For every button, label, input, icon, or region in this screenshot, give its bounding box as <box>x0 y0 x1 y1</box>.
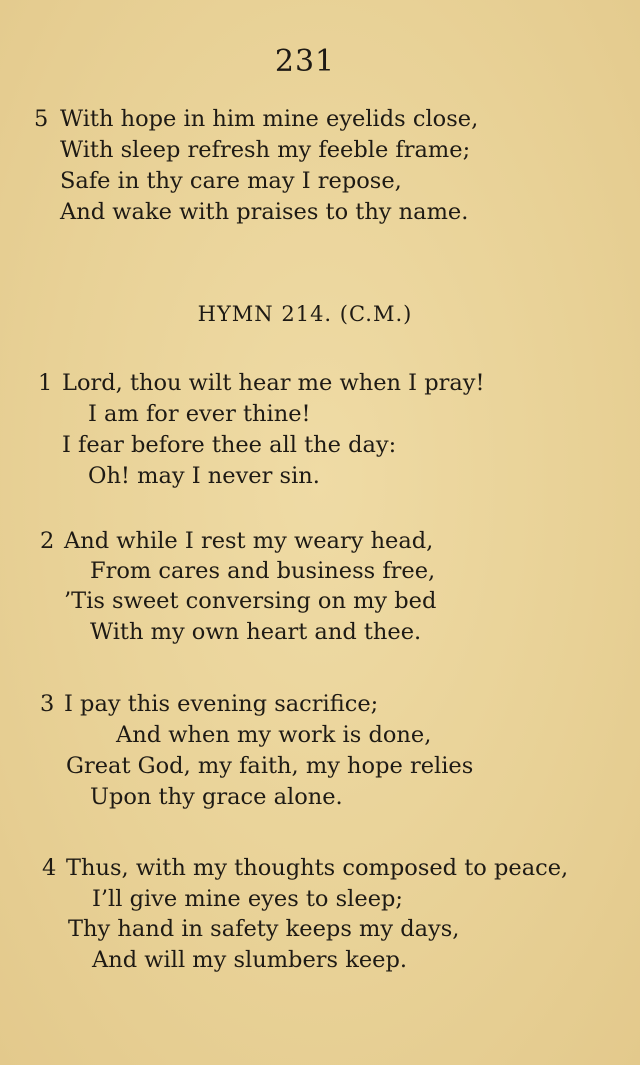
stanza-line: And while I rest my weary head, <box>64 528 434 554</box>
stanza-line: From cares and business free, <box>90 558 436 584</box>
stanza-line: I pay this evening sacrifice; <box>64 691 379 717</box>
stanza-line: With hope in him mine eyelids close, <box>60 106 479 132</box>
stanza-line: With sleep refresh my feeble frame; <box>60 137 471 163</box>
stanza-line: ’Tis sweet conversing on my bed <box>64 588 437 614</box>
stanza-line: Lord, thou wilt hear me when I pray! <box>62 370 485 396</box>
stanza-number: 5 <box>34 106 49 132</box>
stanza-line: I fear before thee all the day: <box>62 432 397 458</box>
stanza-line: Great God, my faith, my hope relies <box>66 753 474 779</box>
stanza-line: I am for ever thine! <box>88 401 311 427</box>
stanza-line: Upon thy grace alone. <box>90 784 343 810</box>
stanza-number: 3 <box>40 691 55 717</box>
stanza-line: And when my work is done, <box>116 722 432 748</box>
stanza-line: Safe in thy care may I repose, <box>60 168 402 194</box>
stanza-line: Thus, with my thoughts composed to peace, <box>66 855 569 881</box>
stanza-number: 4 <box>42 855 57 881</box>
stanza-line: And will my slumbers keep. <box>92 947 408 973</box>
stanza-line: With my own heart and thee. <box>90 619 422 645</box>
stanza-number: 1 <box>38 370 53 396</box>
stanza-line: And wake with praises to thy name. <box>60 199 469 225</box>
page-number: 231 <box>274 44 336 79</box>
hymn-title: HYMN 214. (C.M.) <box>197 302 413 326</box>
stanza-number: 2 <box>40 528 55 554</box>
stanza-line: Oh! may I never sin. <box>88 463 320 489</box>
stanza-line: Thy hand in safety keeps my days, <box>68 916 460 942</box>
stanza-line: I’ll give mine eyes to sleep; <box>92 886 403 912</box>
